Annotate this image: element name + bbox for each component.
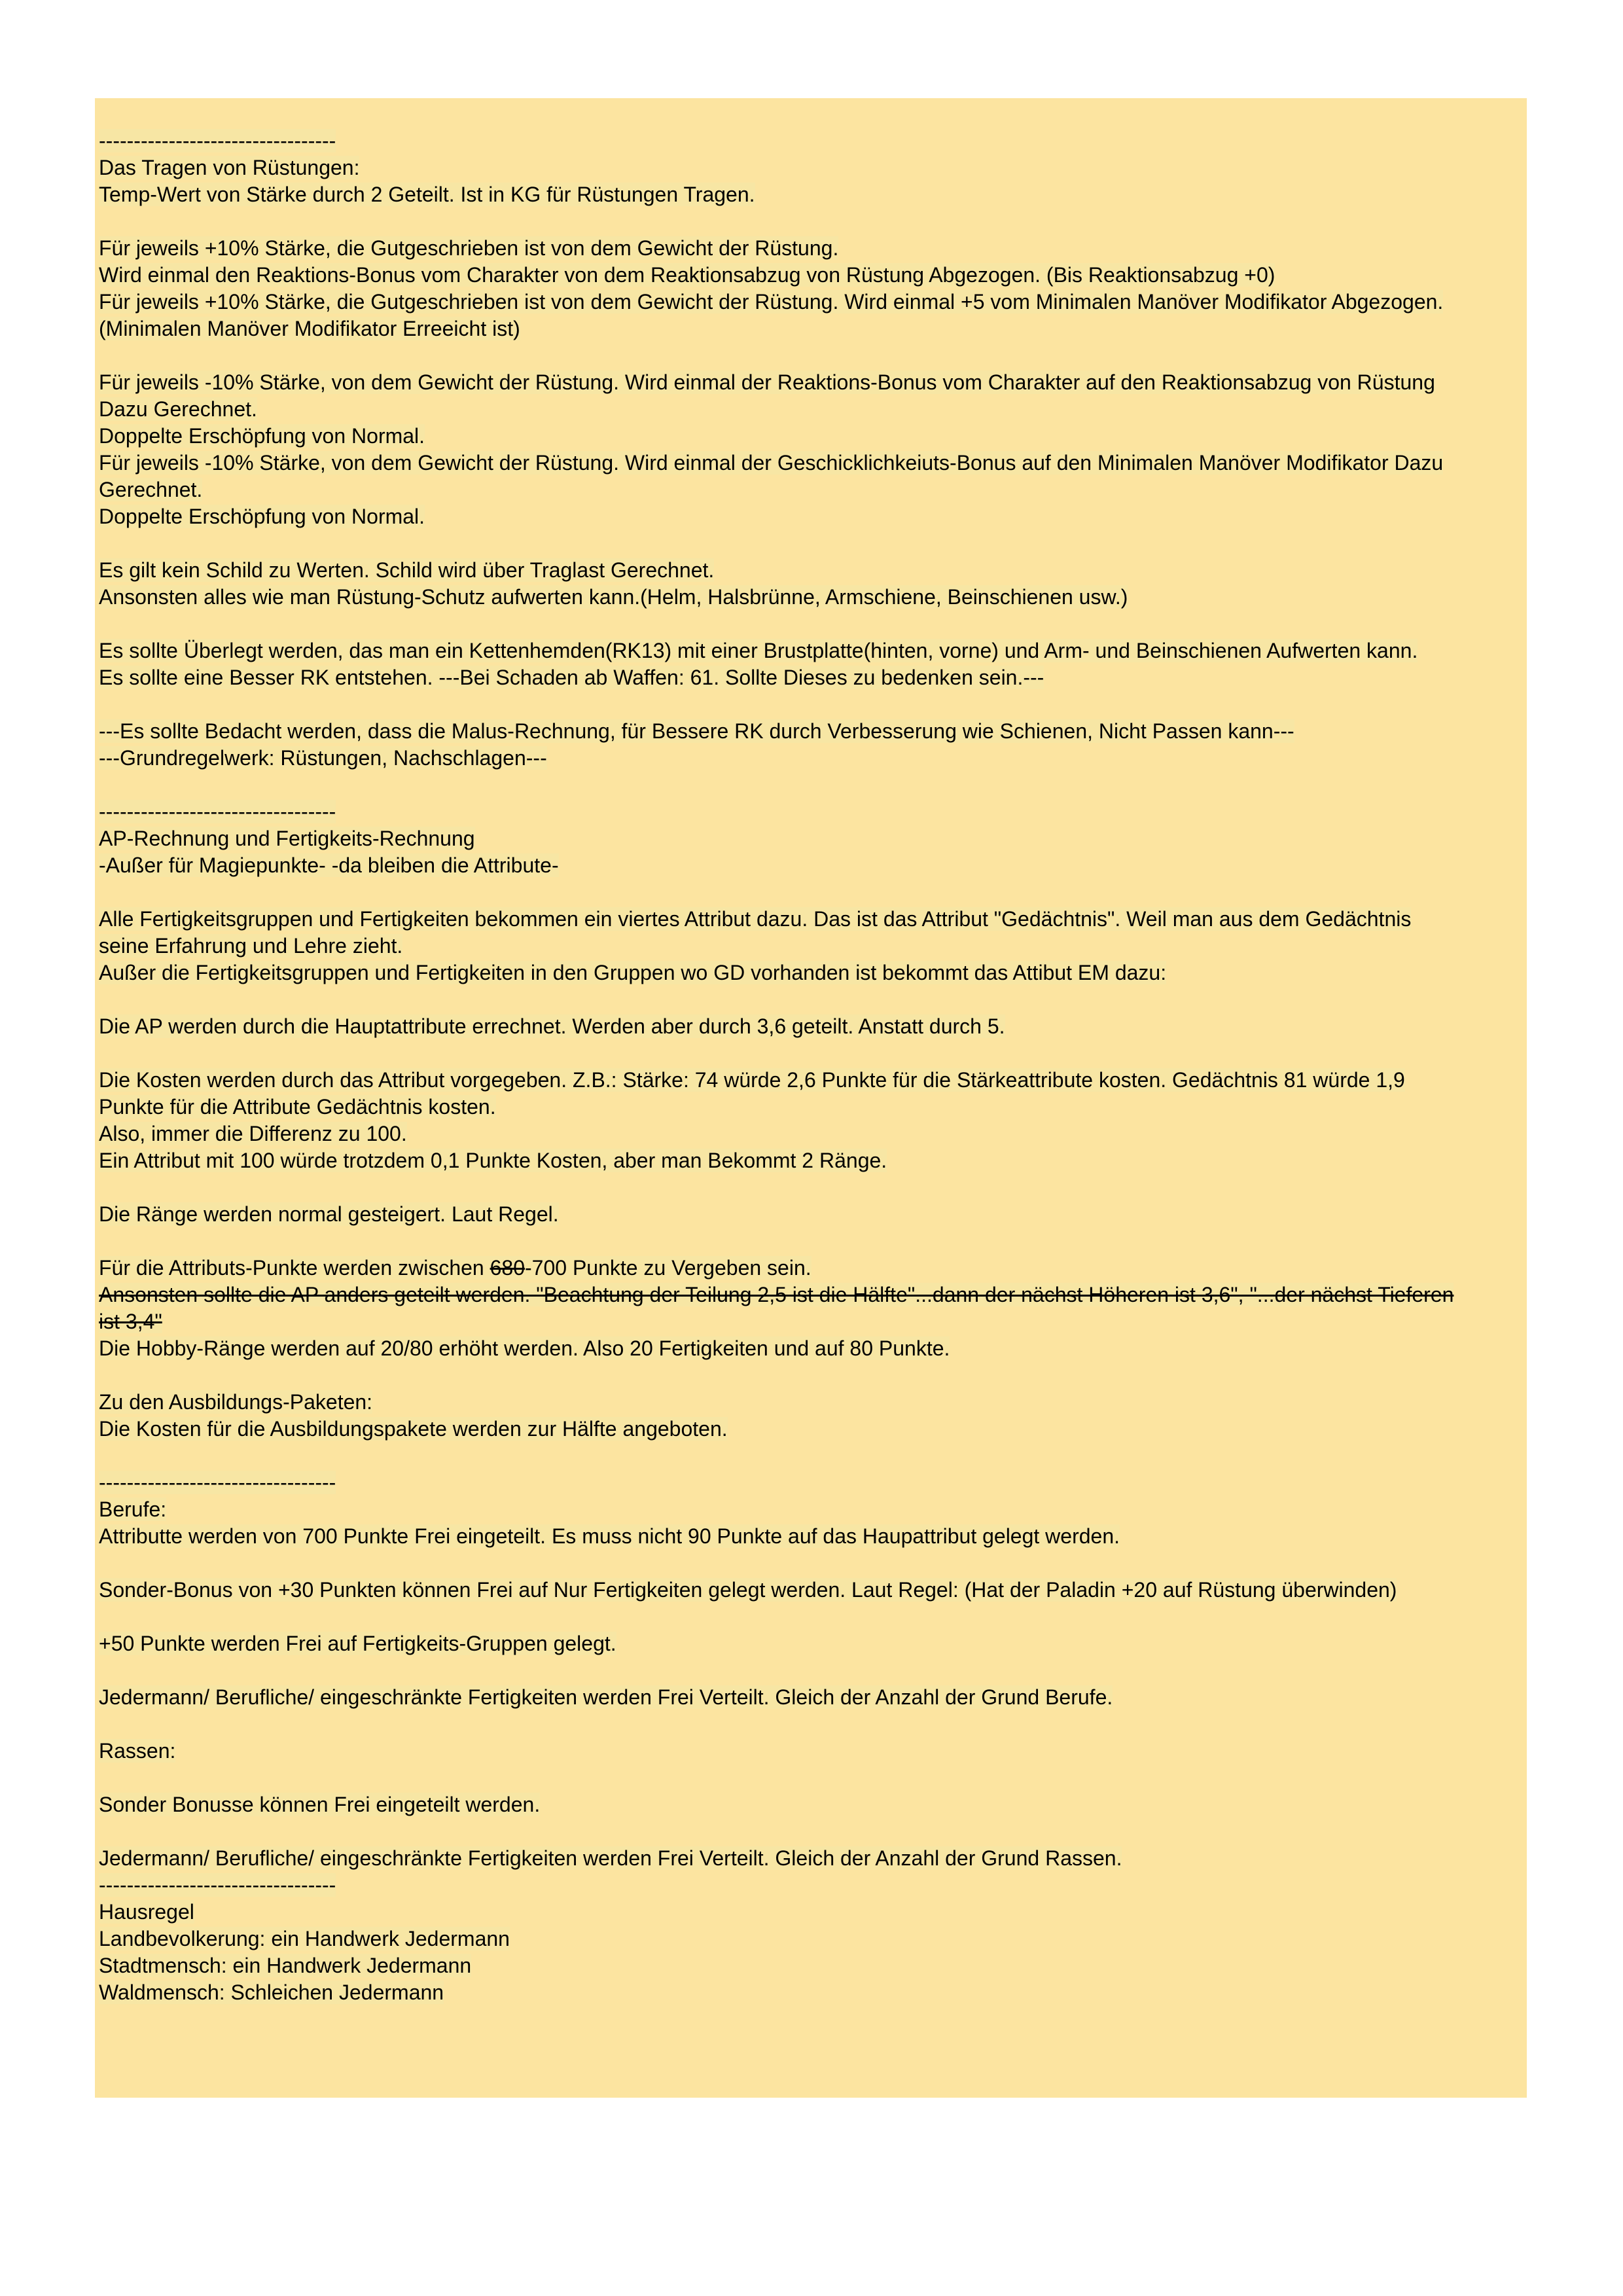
text-line-text: Die Ränge werden normal gesteigert. Laut Regel. bbox=[99, 1202, 559, 1226]
text-line bbox=[99, 1469, 1527, 1496]
text-line-text: Hausregel bbox=[99, 1900, 194, 1924]
text-line-text: Wird einmal den Reaktions-Bonus vom Charakter von dem Reaktionsabzug von Rüstung Abgezogen. (Bis Reaktionsabzug +0) bbox=[99, 263, 1275, 287]
text-line bbox=[99, 1738, 1527, 1765]
text-line-text: Ansonsten alles wie man Rüstung-Schutz aufwerten kann.(Helm, Halsbrünne, Armschiene, Beinschienen usw.) bbox=[99, 585, 1128, 609]
text-line bbox=[99, 181, 1527, 208]
text-line-text: +50 Punkte werden Frei auf Fertigkeits-Gruppen gelegt. bbox=[99, 1632, 616, 1655]
text-line-text: Stadtmensch: ein Handwerk Jedermann bbox=[99, 1954, 472, 1977]
text-line bbox=[99, 1228, 1527, 1255]
text-line bbox=[99, 825, 1527, 852]
text-line bbox=[99, 208, 1527, 235]
text-line bbox=[99, 1013, 1527, 1040]
text-line-text: Die Hobby-Ränge werden auf 20/80 erhöht werden. Also 20 Fertigkeiten und auf 80 Punkte. bbox=[99, 1336, 950, 1360]
text-line-text: Berufe: bbox=[99, 1498, 167, 1521]
text-line-text: Es gilt kein Schild zu Werten. Schild wird über Traglast Gerechnet. bbox=[99, 558, 715, 582]
text-line-text: Für jeweils +10% Stärke, die Gutgeschrieben ist von dem Gewicht der Rüstung. Wird einmal +5 vom Minimalen Manöver Modifikator Abgezogen. bbox=[99, 290, 1444, 314]
text-line-text: Temp-Wert von Stärke durch 2 Geteilt. Ist in KG für Rüstungen Tragen. bbox=[99, 183, 755, 206]
text-line bbox=[99, 450, 1527, 476]
text-line bbox=[99, 1899, 1527, 1926]
text-line bbox=[99, 1174, 1527, 1201]
text-line bbox=[99, 1684, 1527, 1711]
text-line bbox=[99, 1845, 1527, 1872]
struck-line bbox=[99, 1308, 1527, 1335]
text-line bbox=[99, 691, 1527, 718]
text-line-text: Außer die Fertigkeitsgruppen und Fertigkeiten in den Gruppen wo GD vorhanden ist bekommt das Attibut EM dazu: bbox=[99, 961, 1167, 984]
text-line-text: Es sollte Überlegt werden, das man ein Kettenhemden(RK13) mit einer Brustplatte(hinten, vorne) und Arm- und Beinschienen Aufwerten kann. bbox=[99, 639, 1418, 662]
struck-line bbox=[99, 1282, 1527, 1308]
text-line-text: -Außer für Magiepunkte- -da bleiben die Attribute- bbox=[99, 853, 559, 877]
text-line-text: Für jeweils -10% Stärke, von dem Gewicht der Rüstung. Wird einmal der Reaktions-Bonus vom Charakter auf den Reaktionsabzug von Rüstung bbox=[99, 370, 1435, 394]
text-line bbox=[99, 1765, 1527, 1791]
text-line-text: ---------------------------------- bbox=[99, 129, 336, 152]
text-line-text: Dazu Gerechnet. bbox=[99, 397, 257, 421]
text-line bbox=[99, 1094, 1527, 1121]
text-line bbox=[99, 1067, 1527, 1094]
text-line bbox=[99, 262, 1527, 289]
points-line-struck: 680 bbox=[490, 1256, 525, 1280]
text-line bbox=[99, 235, 1527, 262]
text-line bbox=[99, 879, 1527, 906]
text-line bbox=[99, 1443, 1527, 1469]
text-line-text: Zu den Ausbildungs-Paketen: bbox=[99, 1390, 373, 1414]
text-line bbox=[99, 396, 1527, 423]
text-line bbox=[99, 1550, 1527, 1577]
text-line bbox=[99, 1952, 1527, 1979]
text-line bbox=[99, 128, 1527, 154]
text-line-text: seine Erfahrung und Lehre zieht. bbox=[99, 934, 403, 958]
text-line bbox=[99, 476, 1527, 503]
text-line-text: Die AP werden durch die Hauptattribute errechnet. Werden aber durch 3,6 geteilt. Anstatt durch 5. bbox=[99, 1014, 1005, 1038]
text-line-text: ---------------------------------- bbox=[99, 800, 336, 823]
text-line bbox=[99, 1604, 1527, 1630]
text-line bbox=[99, 1818, 1527, 1845]
text-line-text: Waldmensch: Schleichen Jedermann bbox=[99, 1981, 444, 2004]
text-line bbox=[99, 1389, 1527, 1416]
text-line-text: Attributte werden von 700 Punkte Frei eingeteilt. Es muss nicht 90 Punkte auf das Haupattribut gelegt werden. bbox=[99, 1524, 1120, 1548]
struck-line-text: Ansonsten sollte die AP anders geteilt werden. "Beachtung der Teilung 2,5 ist die Hälfte"...dann der nächst Höheren ist 3,6", "...der nächst Tieferen bbox=[99, 1283, 1454, 1306]
text-line bbox=[99, 1496, 1527, 1523]
text-line-text: Landbevolkerung: ein Handwerk Jedermann bbox=[99, 1927, 510, 1950]
text-line bbox=[99, 1362, 1527, 1389]
text-line bbox=[99, 1630, 1527, 1657]
document-text-block-end bbox=[99, 1335, 1527, 2006]
document-text-block bbox=[99, 128, 1527, 1255]
text-line-text: Punkte für die Attribute Gedächtnis kosten. bbox=[99, 1095, 496, 1119]
text-line-text: Alle Fertigkeitsgruppen und Fertigkeiten bekommen ein viertes Attribut dazu. Das ist das Attribut "Gedächtnis". Weil man aus dem Gedächtnis bbox=[99, 907, 1412, 931]
text-line-text: Rassen: bbox=[99, 1739, 176, 1763]
text-line-text: Also, immer die Differenz zu 100. bbox=[99, 1122, 407, 1145]
text-line-text: ---------------------------------- bbox=[99, 1873, 336, 1897]
text-line bbox=[99, 503, 1527, 530]
text-line bbox=[99, 664, 1527, 691]
text-line bbox=[99, 1523, 1527, 1550]
text-line bbox=[99, 1926, 1527, 1952]
text-line bbox=[99, 986, 1527, 1013]
text-line bbox=[99, 289, 1527, 315]
text-line-text: Das Tragen von Rüstungen: bbox=[99, 156, 360, 179]
text-line bbox=[99, 1657, 1527, 1684]
text-line bbox=[99, 852, 1527, 879]
text-line-text: ---Grundregelwerk: Rüstungen, Nachschlagen--- bbox=[99, 746, 547, 770]
text-line bbox=[99, 584, 1527, 611]
text-line bbox=[99, 772, 1527, 798]
text-line bbox=[99, 933, 1527, 960]
text-line bbox=[99, 718, 1527, 745]
text-line bbox=[99, 1416, 1527, 1443]
text-line bbox=[99, 1147, 1527, 1174]
text-line-text: Sonder Bonusse können Frei eingeteilt werden. bbox=[99, 1793, 541, 1816]
text-line bbox=[99, 1201, 1527, 1228]
text-line-text: Doppelte Erschöpfung von Normal. bbox=[99, 505, 425, 528]
points-line bbox=[99, 1255, 1527, 1282]
text-line bbox=[99, 1335, 1527, 1362]
text-line bbox=[99, 530, 1527, 557]
text-line-text: Sonder-Bonus von +30 Punkten können Frei auf Nur Fertigkeiten gelegt werden. Laut Regel: (Hat der Paladin +20 auf Rüstung überwinden) bbox=[99, 1578, 1397, 1602]
text-line bbox=[99, 1711, 1527, 1738]
text-line-text: AP-Rechnung und Fertigkeits-Rechnung bbox=[99, 827, 475, 850]
points-line-after: -700 Punkte zu Vergeben sein. bbox=[525, 1256, 812, 1280]
struck-text-block bbox=[99, 1282, 1527, 1335]
text-line-text: Ein Attribut mit 100 würde trotzdem 0,1 Punkte Kosten, aber man Bekommt 2 Ränge. bbox=[99, 1149, 887, 1172]
text-line bbox=[99, 611, 1527, 637]
text-line-text: ---------------------------------- bbox=[99, 1471, 336, 1494]
text-line bbox=[99, 1791, 1527, 1818]
text-line bbox=[99, 342, 1527, 369]
document-page bbox=[95, 98, 1527, 2098]
text-line-text: Es sollte eine Besser RK entstehen. ---Bei Schaden ab Waffen: 61. Sollte Dieses zu bedenken sein.--- bbox=[99, 666, 1044, 689]
text-line bbox=[99, 960, 1527, 986]
points-line-before: Für die Attributs-Punkte werden zwischen bbox=[99, 1256, 490, 1280]
text-line bbox=[99, 745, 1527, 772]
text-line bbox=[99, 315, 1527, 342]
text-line-text: ---Es sollte Bedacht werden, dass die Malus-Rechnung, für Bessere RK durch Verbesserung wie Schienen, Nicht Passen kann--- bbox=[99, 719, 1294, 743]
text-line bbox=[99, 1979, 1527, 2006]
text-line-text: Doppelte Erschöpfung von Normal. bbox=[99, 424, 425, 448]
text-line-text: Jedermann/ Berufliche/ eingeschränkte Fertigkeiten werden Frei Verteilt. Gleich der Anzahl der Grund Rassen. bbox=[99, 1846, 1122, 1870]
text-line-text: (Minimalen Manöver Modifikator Erreeicht ist) bbox=[99, 317, 520, 340]
text-line-text: Die Kosten für die Ausbildungspakete werden zur Hälfte angeboten. bbox=[99, 1417, 728, 1441]
text-line bbox=[99, 1872, 1527, 1899]
text-line-text: Die Kosten werden durch das Attribut vorgegeben. Z.B.: Stärke: 74 würde 2,6 Punkte für die Stärkeattribute kosten. Gedächtnis 81 würde 1,9 bbox=[99, 1068, 1405, 1092]
text-line bbox=[99, 1040, 1527, 1067]
text-line bbox=[99, 906, 1527, 933]
text-line-text: Gerechnet. bbox=[99, 478, 203, 501]
struck-line-text: ist 3,4" bbox=[99, 1310, 162, 1333]
text-line bbox=[99, 637, 1527, 664]
text-line-text: Jedermann/ Berufliche/ eingeschränkte Fertigkeiten werden Frei Verteilt. Gleich der Anzahl der Grund Berufe. bbox=[99, 1685, 1113, 1709]
text-line-text: Für jeweils +10% Stärke, die Gutgeschrieben ist von dem Gewicht der Rüstung. bbox=[99, 236, 839, 260]
text-line bbox=[99, 1577, 1527, 1604]
text-line bbox=[99, 798, 1527, 825]
text-line bbox=[99, 154, 1527, 181]
text-line-text: Für jeweils -10% Stärke, von dem Gewicht der Rüstung. Wird einmal der Geschicklichkeiuts-Bonus auf den Minimalen Manöver Modifikator Dazu bbox=[99, 451, 1444, 475]
text-line bbox=[99, 1121, 1527, 1147]
text-line bbox=[99, 423, 1527, 450]
text-line bbox=[99, 369, 1527, 396]
text-line bbox=[99, 557, 1527, 584]
